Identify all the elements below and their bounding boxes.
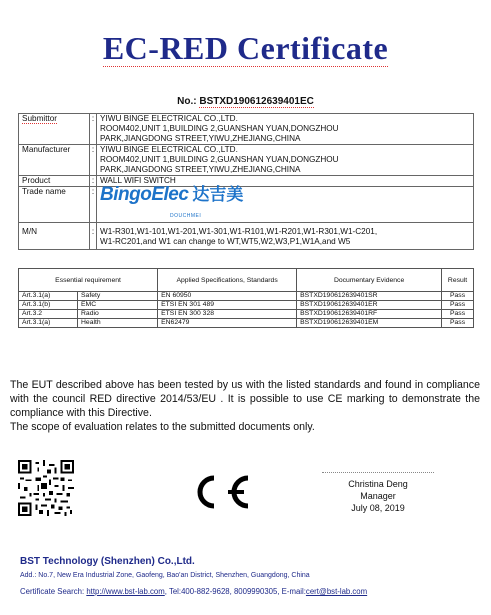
signatory-date: July 08, 2019 xyxy=(351,503,405,513)
submittor-address-2: PARK,JIANGDONG STREET,YIWU,ZHEJIANG,CHINA xyxy=(100,134,301,143)
search-url-link[interactable]: http://www.bst-lab.com xyxy=(86,587,165,596)
manufacturer-name: YIWU BINGE ELECTRICAL CO.,LTD. xyxy=(100,145,238,154)
colon: : xyxy=(90,176,97,187)
model-numbers-line-1: W1-R301,W1-101,W1-201,W1-301,W1-R101,W1-R201,W1-R301,W1-C201, xyxy=(100,227,378,236)
article-cell: Art.3.1(a) xyxy=(19,292,78,301)
signatory-name: Christina Deng xyxy=(348,479,408,489)
search-label: Certificate Search: xyxy=(20,587,85,596)
scope-paragraph: The scope of evaluation relates to the submitted documents only. xyxy=(10,421,315,433)
statement-paragraph: The EUT described above has been tested by us with the listed standards and found in compliance with the council RED directive 2014/53/EU . It is possible to use CE marking to demonstrate the compliance with this Directive. xyxy=(10,379,480,419)
colon: : xyxy=(90,223,97,250)
contact-phone: , Tel:400-882-9628, 8009990305, E-mail: xyxy=(164,587,306,596)
header-essential-requirement: Essential requirement xyxy=(19,269,158,292)
requirements-table xyxy=(18,268,474,328)
result-cell: Pass xyxy=(442,319,474,328)
manufacturer-row xyxy=(19,145,474,176)
result-cell: Pass xyxy=(442,310,474,319)
certificate-number: No.: BSTXD190612639401EC xyxy=(177,96,314,107)
requirements-header-row xyxy=(19,269,474,292)
article-cell: Art.3.1(a) xyxy=(19,319,78,328)
submittor-address-1: ROOM402,UNIT 1,BUILDING 2,GUANSHAN YUAN,DONGZHOU xyxy=(100,124,339,133)
brand-logo-subtext: DOUCHMEI xyxy=(170,213,202,219)
issuer-company: BST Technology (Shenzhen) Co.,Ltd. xyxy=(20,556,195,567)
table-row xyxy=(19,292,474,301)
table-row xyxy=(19,319,474,328)
signatory-block xyxy=(318,478,438,514)
submittor-name: YIWU BINGE ELECTRICAL CO.,LTD. xyxy=(100,114,238,123)
manufacturer-address-2: PARK,JIANGDONG STREET,YIWU,ZHEJIANG,CHINA xyxy=(100,165,301,174)
evidence-cell: BSTXD190612639401ER xyxy=(297,301,442,310)
signatory-role: Manager xyxy=(360,491,396,501)
evidence-cell: BSTXD190612639401EM xyxy=(297,319,442,328)
colon: : xyxy=(90,114,97,145)
standard-cell: EN62479 xyxy=(158,319,297,328)
product-row xyxy=(19,176,474,187)
brand-logo-cjk: 达吉美 xyxy=(192,185,244,204)
manufacturer-address-1: ROOM402,UNIT 1,BUILDING 2,GUANSHAN YUAN,DONGZHOU xyxy=(100,155,339,164)
brand-logo-text: BingoElec xyxy=(100,184,189,205)
table-row xyxy=(19,301,474,310)
colon: : xyxy=(90,187,97,223)
compliance-statement xyxy=(10,378,480,434)
header-documentary-evidence: Documentary Evidence xyxy=(297,269,442,292)
ce-mark-icon xyxy=(186,472,254,512)
table-row xyxy=(19,310,474,319)
certificate-title: EC-RED Certificate xyxy=(102,30,389,66)
model-number-label: M/N xyxy=(19,223,90,250)
evidence-cell: BSTXD190612639401SR xyxy=(297,292,442,301)
submittor-row xyxy=(19,114,474,145)
trade-name-label: Trade name xyxy=(19,187,90,223)
model-number-row xyxy=(19,223,474,250)
result-cell: Pass xyxy=(442,301,474,310)
manufacturer-label: Manufacturer xyxy=(19,145,90,176)
header-result: Result xyxy=(442,269,474,292)
product-value: WALL WIFI SWITCH xyxy=(97,176,474,187)
issuer-address: Add.: No.7, New Era Industrial Zone, Gaofeng, Bao'an District, Shenzhen, Guangdong, China xyxy=(20,572,310,579)
product-label: Product xyxy=(19,176,90,187)
standard-cell: ETSI EN 301 489 xyxy=(158,301,297,310)
qr-code-icon xyxy=(18,460,74,516)
trade-name-row xyxy=(19,187,474,223)
category-cell: Radio xyxy=(78,310,158,319)
article-cell: Art.3.1(b) xyxy=(19,301,78,310)
category-cell: Safety xyxy=(78,292,158,301)
certificate-search xyxy=(20,587,367,596)
submittor-label: Submittor xyxy=(22,114,58,123)
result-cell: Pass xyxy=(442,292,474,301)
article-cell: Art.3.2 xyxy=(19,310,78,319)
colon: : xyxy=(90,145,97,176)
category-cell: Health xyxy=(78,319,158,328)
applicant-info-table xyxy=(18,113,474,250)
standard-cell: ETSI EN 300 328 xyxy=(158,310,297,319)
header-applied-specifications: Applied Specifications, Standards xyxy=(158,269,297,292)
signature-line xyxy=(322,472,434,473)
category-cell: EMC xyxy=(78,301,158,310)
brand-logo xyxy=(100,184,244,220)
model-numbers-line-2: W1-RC201,and W1 can change to WT,WT5,W2,W3,P1,W1A,and W5 xyxy=(100,237,351,246)
contact-email-link[interactable]: cert@bst-lab.com xyxy=(305,587,368,596)
evidence-cell: BSTXD190612639401RF xyxy=(297,310,442,319)
standard-cell: EN 60950 xyxy=(158,292,297,301)
